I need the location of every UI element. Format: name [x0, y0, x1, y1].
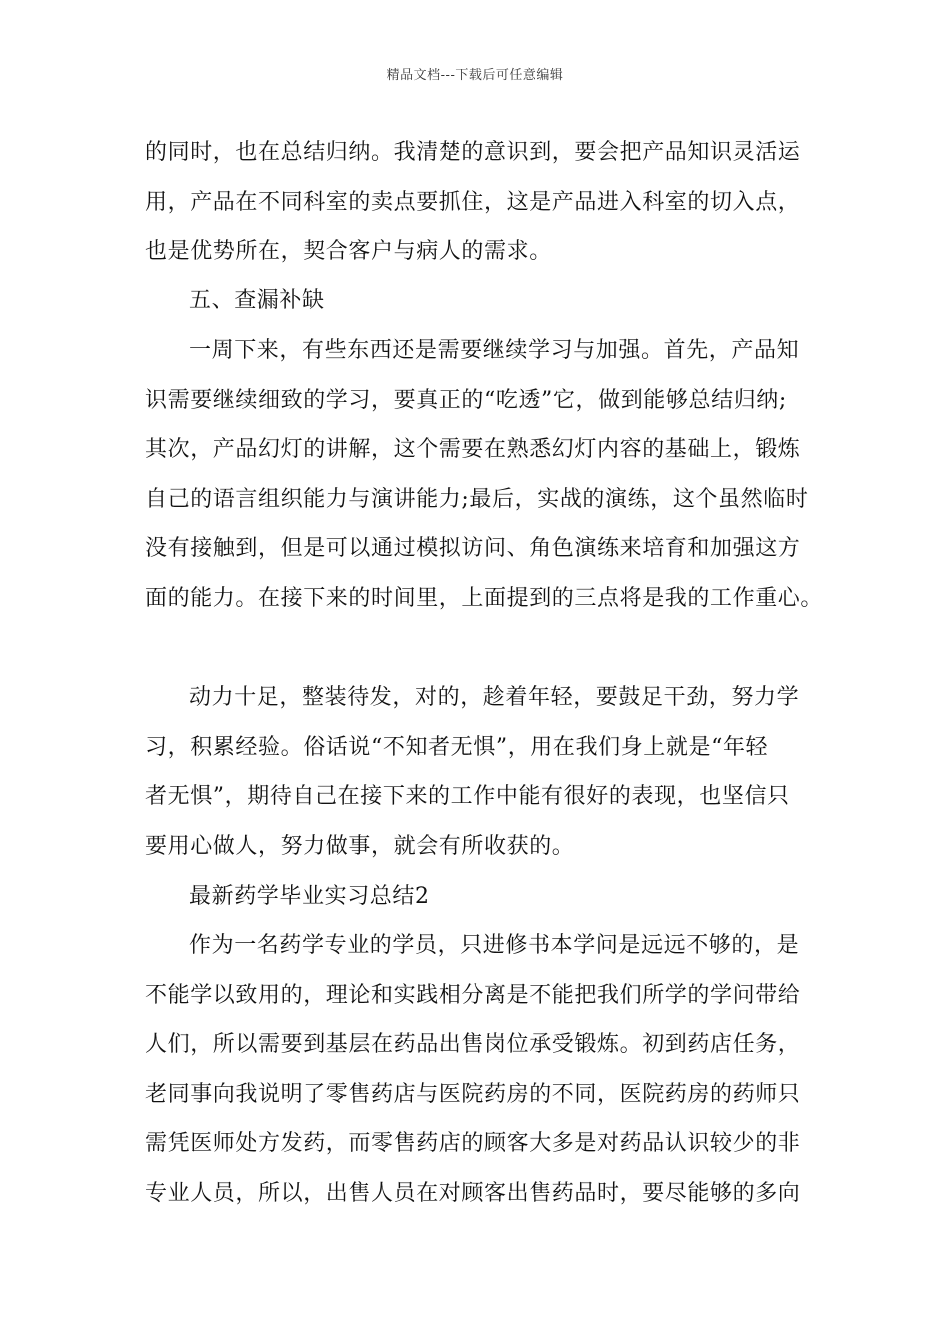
text-line: 一周下来，有些东西还是需要继续学习与加强。首先，产品知 — [189, 338, 800, 363]
text-line: 老同事向我说明了零售药店与医院药房的不同，医院药房的药师只 — [145, 1081, 801, 1107]
heading-text: 五、查漏补缺 — [189, 288, 325, 313]
section-heading-5 — [145, 276, 810, 326]
text-line: 人们，所以需要到基层在药品出售岗位承受锻炼。初到药店任务， — [145, 1032, 801, 1057]
paragraph-continuation — [145, 128, 810, 277]
text-line: 者无惧”，期待自己在接下来的工作中能有很好的表现，也坚信只 — [145, 784, 790, 809]
text-line: 也是优势所在，契合客户与病人的需求。 — [145, 239, 552, 264]
page-header: 精品文档---下载后可任意编辑 — [386, 68, 564, 83]
paragraph-motivation — [145, 673, 810, 871]
paragraph-review — [145, 326, 824, 623]
text-line: 没有接触到，但是可以通过模拟访问、角色演练来培育和加强这方 — [145, 536, 801, 561]
text-line: 其次，产品幻灯的讲解，这个需要在熟悉幻灯内容的基础上，锻炼 — [145, 437, 801, 462]
text-line: 需凭医师处方发药，而零售药店的顾客大多是对药品认识较少的非 — [145, 1131, 801, 1156]
text-line: 专业人员，所以，出售人员在对顾客出售药品时，要尽能够的多向 — [145, 1180, 801, 1206]
text-line: 用，产品在不同科室的卖点要抓住，这是产品进入科室的切入点， — [145, 189, 801, 215]
text-line: 自己的语言组织能力与演讲能力;最后，实战的演练，这个虽然临时 — [145, 486, 809, 512]
paragraph-pharmacy — [145, 921, 810, 1218]
text-line: 不能学以致用的，理论和实践相分离是不能把我们所学的学问带给 — [145, 982, 801, 1008]
heading-text: 最新药学毕业实习总结2 — [189, 884, 430, 909]
text-line: 习，积累经验。俗话说“不知者无惧”，用在我们身上就是“年轻 — [145, 734, 769, 760]
text-line: 面的能力。在接下来的时间里，上面提到的三点将是我的工作重心。 — [145, 585, 824, 611]
text-line: 作为一名药学专业的学员，只进修书本学问是远远不够的，是 — [189, 933, 800, 958]
text-line: 要用心做人，努力做事，就会有所收获的。 — [145, 833, 575, 859]
text-line: 的同时，也在总结归纳。我清楚的意识到，要会把产品知识灵活运 — [145, 140, 801, 165]
section-heading-2 — [145, 872, 810, 922]
text-line: 识需要继续细致的学习，要真正的“吃透”它，做到能够总结归纳; — [145, 387, 787, 413]
text-line: 动力十足，整装待发，对的，趁着年轻，要鼓足干劲，努力学 — [189, 685, 800, 710]
